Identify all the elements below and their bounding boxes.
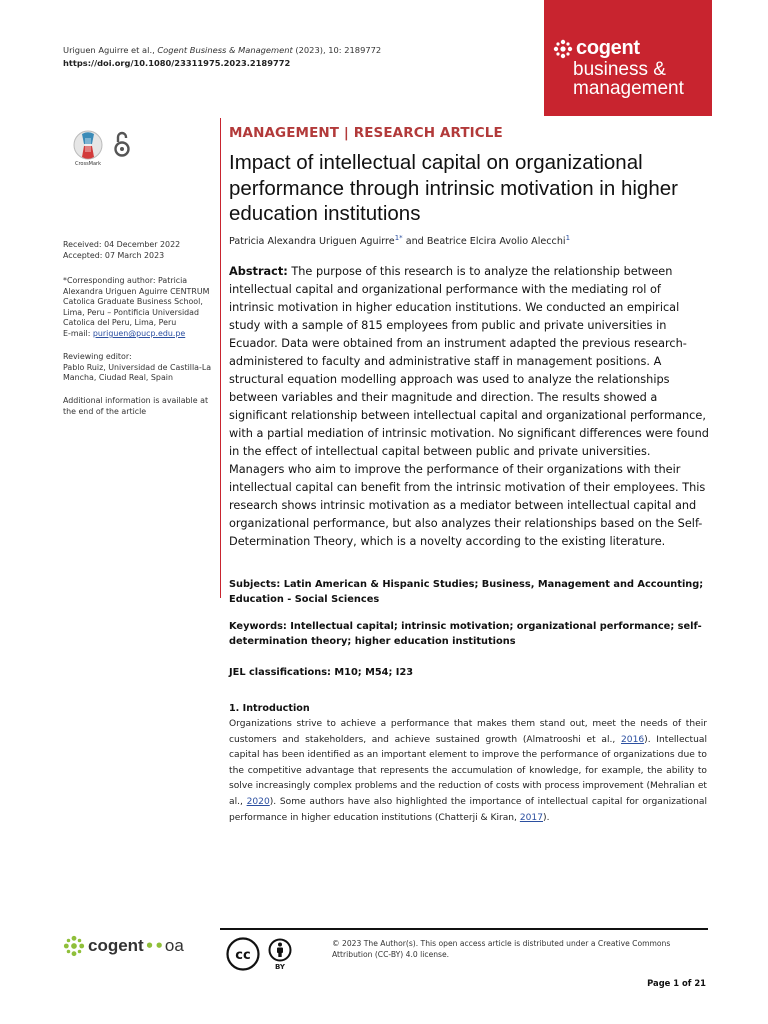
creative-commons-icon (226, 937, 260, 971)
email-link[interactable]: puriguen@pucp.edu.pe (92, 328, 186, 338)
section-label: MANAGEMENT | RESEARCH ARTICLE (229, 125, 503, 141)
footer-logo-dots: •• (144, 937, 164, 955)
corresponding-author: *Corresponding author: Patricia Alexandra Uriguen Aguirre CENTRUM Catolica Graduate Business School, Lima, Peru – Pontificia Universidad Catolica del Peru, Lima, Peru (63, 276, 210, 328)
footer-logo-oa: oa (164, 936, 184, 955)
intro-segment: ). Intellectual capital has been identified as an important element to improve the performance of organizations due to the competitive advantage that represents the accumulation of knowledge, for example, the ability to solve increasingly complex problems and the reduction of costs with process improvement (Mehralian et al., (229, 734, 707, 807)
cc-license-badges[interactable] (226, 937, 292, 971)
author-list (229, 234, 570, 247)
sidebar-additional (63, 396, 213, 417)
reviewing-editor: Pablo Ruiz, Universidad de Castilla-La Mancha, Ciudad Real, Spain (63, 362, 212, 383)
introduction-heading: 1. Introduction (229, 703, 310, 714)
ref-chatterji[interactable]: 2017 (519, 812, 544, 823)
ref-mehralian[interactable]: 2020 (246, 796, 270, 807)
abstract-text: The purpose of this research is to analyze the relationship between intellectual capital and organizational performance with the mediating rol of intrinsic motivation in higher education institutions. We conducted an empirical study with a sample of 815 employees from public and private universities in Ecuador. Data were obtained from an instrument adapted the previous research-administered to faculty and administrative staff in management positions. A structural equation modelling approach was used to analyze the relationships between variables and their magnitude and direction. The results showed a significant relationship between intellectual capital and organizational performance, with a partial mediation of intrinsic motivation. No significant differences were found in the effect of intellectual capital between public and private universities. Managers who aim to improve the performance of their organizations with their intellectual capital can benefit from the intrinsic motivation of their employees. This research shows intrinsic motivation as a mediator between intellectual capital and organizational performance, but also analyzes their relationships based on the Self-Determination Theory, which is a novelty according to the existing literature. (229, 265, 709, 548)
subjects: Subjects: Latin American & Hispanic Studies; Business, Management and Accounting; Education - Social Sciences (229, 579, 704, 605)
brand-name: cogent (576, 37, 640, 59)
sidebar-dates (63, 240, 213, 261)
keywords: Keywords: Intellectual capital; intrinsic motivation; organizational performance; self-determination theory; higher education institutions (229, 621, 702, 647)
journal-brand-box (544, 0, 712, 116)
intro-segment: Organizations strive to achieve a performance that makes them stand out, meet the needs of their customers and stakeholders, and achieve sustained growth (Almatrooshi et al., (229, 719, 707, 745)
cogent-flower-icon (63, 935, 85, 957)
ref-almatrooshi[interactable]: 2016 (621, 734, 645, 745)
page-number: Page 1 of 21 (647, 978, 706, 988)
sidebar-reviewing (63, 352, 213, 384)
citation-authors: Uriguen Aguirre et al., (63, 45, 155, 55)
additional-info: Additional information is available at the end of the article (63, 396, 209, 416)
footer-logo-text: cogent (88, 936, 144, 955)
running-citation (63, 44, 381, 70)
accepted-date: Accepted: 07 March 2023 (63, 250, 165, 260)
author-2[interactable]: Beatrice Elcira Avolio Alecchi (426, 236, 566, 248)
footer-rule (220, 928, 708, 930)
intro-segment: ). Some authors have also highlighted the importance of intellectual capital for organizational performance in higher education institutions (Chatterji & Kiran, (229, 796, 707, 823)
citation-volume: (2023), 10: 2189772 (295, 45, 382, 55)
attribution-by-icon (268, 938, 292, 962)
brand-line-1: business & (573, 59, 666, 80)
author-2-affiliation[interactable]: 1 (565, 234, 571, 242)
sidebar-corresponding (63, 276, 213, 340)
doi-link[interactable]: https://doi.org/10.1080/23311975.2023.2189772 (63, 58, 291, 68)
open-access-lock-icon (114, 130, 130, 158)
intro-segment: ). (543, 812, 550, 823)
abstract (229, 263, 709, 551)
cogent-oa-logo (63, 935, 184, 957)
article-badges (72, 130, 130, 170)
author-1-corresponding[interactable]: * (399, 234, 403, 242)
author-1-affiliation[interactable]: 1 (394, 234, 400, 242)
abstract-label: Abstract: (229, 265, 288, 278)
reviewing-label: Reviewing editor: (63, 352, 132, 361)
by-label: BY (274, 962, 286, 971)
author-and: and (405, 236, 424, 248)
license-text: © 2023 The Author(s). This open access article is distributed under a Creative Commons Attribution (CC-BY) 4.0 license. (332, 939, 671, 959)
email-label: E-mail: (63, 328, 91, 338)
crossmark-icon (73, 130, 103, 160)
jel-classifications: JEL classifications: M10; M54; I23 (229, 667, 414, 678)
article-title: Impact of intellectual capital on organizational performance through intrinsic motivation in higher education institutions (229, 151, 678, 225)
svg-text:cc: cc (235, 948, 251, 963)
brand-line-2: management (573, 78, 684, 99)
crossmark-label: CrossMark (74, 161, 102, 167)
author-1[interactable]: Patricia Alexandra Uriguen Aguirre (229, 236, 395, 248)
introduction-text (229, 717, 707, 826)
received-date: Received: 04 December 2022 (63, 240, 181, 249)
vertical-rule (220, 118, 221, 598)
crossmark-badge[interactable] (72, 130, 104, 170)
citation-journal: Cogent Business & Management (157, 45, 293, 55)
cogent-flower-icon (553, 39, 573, 59)
